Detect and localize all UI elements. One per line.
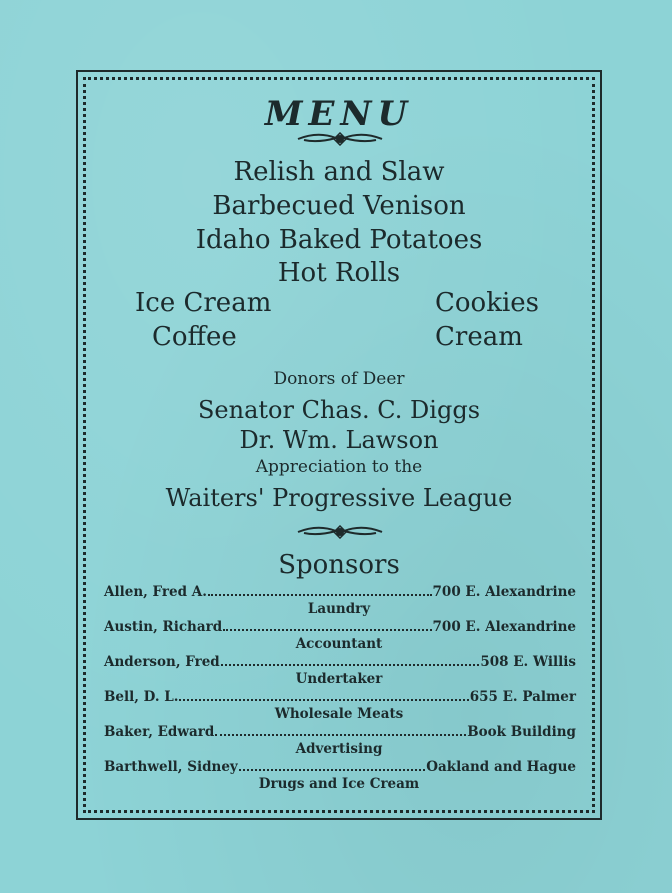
leader-dots [179, 699, 468, 701]
menu-item-rolls: Hot Rolls [277, 258, 401, 288]
leader-dots [239, 769, 425, 771]
sponsor-business: Undertaker [295, 671, 383, 687]
menu-item-venison: Barbecued Venison [212, 191, 466, 221]
menu-item-relish: Relish and Slaw [233, 157, 445, 187]
sponsor-business: Accountant [295, 636, 383, 652]
scroll-ornament-icon [296, 132, 384, 146]
sponsor-business: Laundry [307, 601, 371, 617]
leader-dots [215, 734, 466, 736]
sponsor-row [104, 757, 576, 775]
sponsor-address: 700 E. Alexandrine [432, 619, 576, 635]
sponsor-business: Advertising [295, 741, 383, 757]
sponsor-address: 700 E. Alexandrine [432, 584, 576, 600]
menu-item-cream: Cream [435, 322, 523, 352]
sponsor-name: Baker, Edward [104, 724, 215, 740]
sponsor-address: Book Building [467, 724, 576, 740]
sponsors-title: Sponsors [278, 550, 400, 580]
appreciation-text: Appreciation to the [255, 457, 423, 477]
leader-dots [221, 664, 480, 666]
menu-title: MENU [264, 94, 414, 134]
sponsor-name: Allen, Fred A. [104, 584, 207, 600]
sponsor-name: Anderson, Fred [104, 654, 220, 670]
sponsor-row [104, 652, 576, 670]
sponsor-address: Oakland and Hague [426, 759, 576, 775]
sponsor-address: 655 E. Palmer [469, 689, 576, 705]
sponsor-address: 508 E. Willis [480, 654, 576, 670]
sponsor-row [104, 582, 576, 600]
sponsor-business: Drugs and Ice Cream [258, 776, 420, 792]
menu-item-ice-cream: Ice Cream [135, 288, 272, 318]
waiters-league: Waiters' Progressive League [165, 484, 513, 512]
menu-item-potatoes: Idaho Baked Potatoes [195, 225, 483, 255]
scroll-ornament-icon [296, 525, 384, 539]
menu-content [78, 72, 600, 818]
leader-dots [223, 629, 431, 631]
sponsor-name: Bell, D. L. [104, 689, 179, 705]
donors-heading: Donors of Deer [273, 369, 405, 389]
decorative-border [76, 70, 602, 820]
sponsor-row [104, 687, 576, 705]
donor-diggs: Senator Chas. C. Diggs [197, 396, 481, 424]
sponsor-row [104, 617, 576, 635]
menu-item-coffee: Coffee [152, 322, 237, 352]
sponsor-name: Barthwell, Sidney [104, 759, 238, 775]
leader-dots [208, 594, 432, 596]
menu-item-cookies: Cookies [435, 288, 539, 318]
sponsor-business: Wholesale Meats [274, 706, 404, 722]
donor-lawson: Dr. Wm. Lawson [239, 426, 439, 454]
sponsor-row [104, 722, 576, 740]
sponsor-name: Austin, Richard [104, 619, 223, 635]
